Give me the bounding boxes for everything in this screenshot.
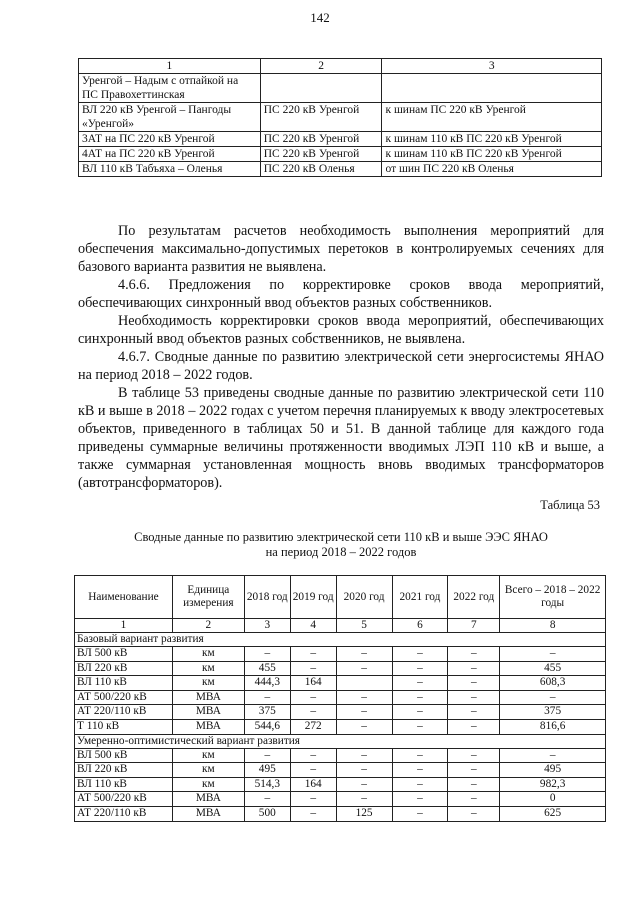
table-cell: – — [448, 777, 500, 792]
table-cell: 5 — [336, 619, 392, 633]
table-row — [75, 719, 606, 734]
table-cell: 982,3 — [500, 777, 606, 792]
table-row — [75, 619, 606, 633]
paragraph: Необходимость корректировки сроков ввода мероприятий, обеспечивающих синхронный ввод объектов разных собственников, не выявлена. — [78, 313, 604, 347]
table-cell: – — [448, 705, 500, 720]
table-cell: 6 — [392, 619, 448, 633]
table-title-line: на период 2018 – 2022 годов — [265, 545, 417, 559]
table-cell: ПС 220 кВ Уренгой — [260, 103, 382, 132]
page-number: 142 — [310, 10, 330, 25]
table-cell: 4 — [290, 619, 336, 633]
table-cell: – — [392, 748, 448, 763]
table-cell: 2 — [260, 59, 382, 74]
table-row — [79, 74, 602, 103]
table-row — [79, 132, 602, 147]
table-cell: к шинам 110 кВ ПС 220 кВ Уренгой — [382, 132, 602, 147]
table-row — [75, 633, 606, 647]
table-cell: – — [392, 763, 448, 778]
table-cell: 375 — [244, 705, 290, 720]
table-row — [75, 690, 606, 705]
table-cell: 2020 год — [336, 576, 392, 619]
table-cell: 7 — [448, 619, 500, 633]
table-cell: – — [392, 777, 448, 792]
table-cell: – — [500, 647, 606, 662]
paragraph: В таблице 53 приведены сводные данные по развитию электрической сети 110 кВ и выше в 2018 – 2022 годах с учетом перечня планируемых к вводу электросетевых объектов, приведенного в таблицах 50 и 51. В данной таблице для каждого года приведены суммарные величины протяженности вводимых ЛЭП 110 кВ и выше, а также суммарная установленная мощность вновь вводимых трансформаторов (автотрансформаторов). — [78, 385, 604, 491]
table-cell: 125 — [336, 806, 392, 821]
table-cell: – — [336, 777, 392, 792]
table-cell: – — [448, 792, 500, 807]
table-cell: – — [448, 676, 500, 691]
table-cell: ВЛ 110 кВ Табъяха – Оленья — [79, 162, 261, 177]
table-row — [79, 103, 602, 132]
table-cell: 272 — [290, 719, 336, 734]
table-cell: – — [448, 719, 500, 734]
body-text — [78, 222, 604, 492]
table-cell: АТ 220/110 кВ — [75, 806, 173, 821]
table-cell: – — [500, 748, 606, 763]
table-cell: – — [448, 763, 500, 778]
table-cell: 2021 год — [392, 576, 448, 619]
table-row — [75, 748, 606, 763]
table-cell: 455 — [244, 661, 290, 676]
table-cell: АТ 500/220 кВ — [75, 792, 173, 807]
table-cell: МВА — [172, 719, 244, 734]
table-cell: км — [172, 661, 244, 676]
table-cell — [382, 74, 602, 103]
table-cell: 2022 год — [448, 576, 500, 619]
table-cell: – — [392, 719, 448, 734]
table-cell: 375 — [500, 705, 606, 720]
table-cell: МВА — [172, 690, 244, 705]
table-cell — [336, 676, 392, 691]
table-cell: ВЛ 500 кВ — [75, 647, 173, 662]
table-row — [79, 59, 602, 74]
table-cell: к шинам 110 кВ ПС 220 кВ Уренгой — [382, 147, 602, 162]
table-cell: 625 — [500, 806, 606, 821]
table-cell: 444,3 — [244, 676, 290, 691]
table-title-line: Сводные данные по развитию электрической сети 110 кВ и выше ЭЭС ЯНАО — [134, 530, 548, 544]
table-cell: 455 — [500, 661, 606, 676]
table-cell: Умеренно-оптимистический вариант развития — [75, 734, 606, 748]
table-cell: – — [244, 647, 290, 662]
table-row — [79, 162, 602, 177]
table-cell: ПС 220 кВ Уренгой — [260, 132, 382, 147]
table-cell — [260, 74, 382, 103]
paragraph: По результатам расчетов необходимость выполнения мероприятий для обеспечения максимально-допустимых перетоков в контролируемых сечениях для базового варианта развития не выявлена. — [78, 223, 604, 275]
table-cell: 495 — [244, 763, 290, 778]
summary-table — [74, 575, 606, 822]
table-cell: ВЛ 110 кВ — [75, 777, 173, 792]
table-cell: – — [290, 763, 336, 778]
table-cell: ПС 220 кВ Уренгой — [260, 147, 382, 162]
table-cell: Единица измерения — [172, 576, 244, 619]
table-cell: Базовый вариант развития — [75, 633, 606, 647]
table-cell: – — [336, 647, 392, 662]
table-cell: – — [392, 647, 448, 662]
table-row — [75, 647, 606, 662]
table-cell: 8 — [500, 619, 606, 633]
table-cell: – — [290, 705, 336, 720]
table-cell: МВА — [172, 792, 244, 807]
table-cell: ПС 220 кВ Оленья — [260, 162, 382, 177]
table-cell: 3 — [382, 59, 602, 74]
table-cell: – — [336, 792, 392, 807]
table-row — [75, 806, 606, 821]
table-row — [75, 661, 606, 676]
table-cell: – — [448, 647, 500, 662]
table-cell: АТ 220/110 кВ — [75, 705, 173, 720]
table-cell: 3 — [244, 619, 290, 633]
table-cell: – — [290, 748, 336, 763]
table-cell: ВЛ 220 кВ Уренгой – Пангоды «Уренгой» — [79, 103, 261, 132]
table-cell: – — [500, 690, 606, 705]
table-row — [79, 147, 602, 162]
table-cell: ВЛ 110 кВ — [75, 676, 173, 691]
table-cell: Всего – 2018 – 2022 годы — [500, 576, 606, 619]
table-cell: – — [336, 705, 392, 720]
paragraph: 4.6.7. Сводные данные по развитию электрической сети энергосистемы ЯНАО на период 2018 – 2022 годов. — [78, 349, 604, 383]
table-cell: – — [336, 763, 392, 778]
table-cell: км — [172, 777, 244, 792]
table-cell: 2 — [172, 619, 244, 633]
table-cell: 1 — [75, 619, 173, 633]
table-cell: к шинам ПС 220 кВ Уренгой — [382, 103, 602, 132]
table-cell: – — [392, 705, 448, 720]
table-cell: 164 — [290, 676, 336, 691]
table-cell: – — [336, 719, 392, 734]
table-cell: МВА — [172, 705, 244, 720]
table-cell: – — [392, 792, 448, 807]
table-cell: – — [336, 748, 392, 763]
table-cell: – — [290, 690, 336, 705]
table-cell: км — [172, 763, 244, 778]
table-cell: – — [244, 748, 290, 763]
table-cell: ВЛ 500 кВ — [75, 748, 173, 763]
table-cell: км — [172, 647, 244, 662]
table-cell: – — [244, 792, 290, 807]
table-cell: – — [336, 690, 392, 705]
table-cell: – — [336, 661, 392, 676]
table-title — [78, 530, 604, 560]
table-cell: 1 — [79, 59, 261, 74]
table-cell: ВЛ 220 кВ — [75, 763, 173, 778]
table-cell: 544,6 — [244, 719, 290, 734]
table-cell: – — [448, 748, 500, 763]
table-cell: – — [290, 647, 336, 662]
table-cell: – — [392, 806, 448, 821]
table-cell: Наименование — [75, 576, 173, 619]
table-cell: 2018 год — [244, 576, 290, 619]
paragraph: 4.6.6. Предложения по корректировке сроков ввода мероприятий, обеспечивающих синхронный ввод объектов разных собственников. — [78, 277, 604, 311]
table-cell: – — [448, 806, 500, 821]
table-cell: 495 — [500, 763, 606, 778]
table-row — [75, 576, 606, 619]
table-cell: Т 110 кВ — [75, 719, 173, 734]
table-cell: 816,6 — [500, 719, 606, 734]
table-row — [75, 763, 606, 778]
table-cell: – — [290, 792, 336, 807]
table-cell: Уренгой – Надым с отпайкой на ПС Правохеттинская — [79, 74, 261, 103]
table-cell: км — [172, 748, 244, 763]
table-cell: МВА — [172, 806, 244, 821]
continuation-table — [78, 58, 602, 177]
table-cell: – — [290, 661, 336, 676]
table-cell: – — [392, 661, 448, 676]
table-cell: 608,3 — [500, 676, 606, 691]
table-cell: – — [392, 690, 448, 705]
table-cell: – — [244, 690, 290, 705]
table-cell: 514,3 — [244, 777, 290, 792]
table-cell: ВЛ 220 кВ — [75, 661, 173, 676]
table-row — [75, 777, 606, 792]
table-cell: 0 — [500, 792, 606, 807]
table-cell: от шин ПС 220 кВ Оленья — [382, 162, 602, 177]
table-cell: 4АТ на ПС 220 кВ Уренгой — [79, 147, 261, 162]
table-row — [75, 676, 606, 691]
table-cell: АТ 500/220 кВ — [75, 690, 173, 705]
table-cell: км — [172, 676, 244, 691]
table-cell: 3АТ на ПС 220 кВ Уренгой — [79, 132, 261, 147]
table-cell: – — [392, 676, 448, 691]
table-row — [75, 792, 606, 807]
table-cell: 500 — [244, 806, 290, 821]
table-cell: – — [448, 661, 500, 676]
table-row — [75, 705, 606, 720]
table-cell: 164 — [290, 777, 336, 792]
table-cell: – — [448, 690, 500, 705]
table-caption: Таблица 53 — [540, 498, 600, 512]
table-cell: – — [290, 806, 336, 821]
table-cell: 2019 год — [290, 576, 336, 619]
table-row — [75, 734, 606, 748]
